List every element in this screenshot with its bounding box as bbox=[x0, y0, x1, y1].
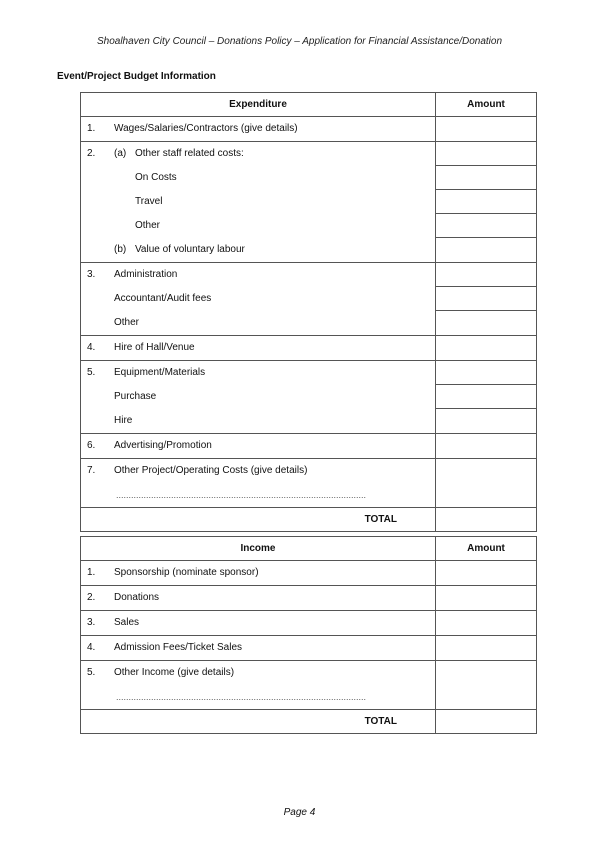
row-number: 6. bbox=[87, 440, 96, 451]
amount-column-header: Amount bbox=[436, 537, 537, 561]
row-number: 2. bbox=[87, 592, 96, 603]
row-label: Sponsorship (nominate sponsor) bbox=[114, 567, 259, 578]
income-row-1 bbox=[81, 561, 537, 586]
sub-label-b: (b) bbox=[114, 244, 127, 255]
amount-field-other-costs[interactable] bbox=[436, 459, 536, 506]
amount-field-on-costs[interactable] bbox=[436, 166, 536, 190]
row-label: Sales bbox=[114, 617, 140, 628]
amount-field-wages[interactable] bbox=[436, 117, 536, 140]
row-number: 1. bbox=[87, 567, 96, 578]
sub-label-a: (a) bbox=[114, 148, 127, 159]
amount-field-admission-fees[interactable] bbox=[436, 636, 536, 659]
income-header-row bbox=[81, 537, 537, 561]
row-number: 7. bbox=[87, 465, 96, 476]
amount-field-travel[interactable] bbox=[436, 190, 536, 214]
row-label: Other bbox=[114, 317, 140, 328]
row-label: Administration bbox=[114, 269, 178, 280]
amount-field-donations[interactable] bbox=[436, 586, 536, 609]
expenditure-row-5 bbox=[81, 361, 537, 434]
expenditure-row-2 bbox=[81, 142, 537, 263]
page-number: Page 4 bbox=[283, 807, 316, 818]
income-total-row bbox=[81, 710, 537, 734]
amount-field-sponsorship[interactable] bbox=[436, 561, 536, 584]
amount-field-equipment[interactable] bbox=[436, 361, 536, 385]
amount-field-other-staff[interactable] bbox=[436, 214, 536, 238]
expenditure-row-3 bbox=[81, 263, 537, 336]
row-label: Admission Fees/Ticket Sales bbox=[114, 642, 243, 653]
amount-column-header: Amount bbox=[436, 93, 537, 117]
total-label: TOTAL bbox=[81, 710, 436, 734]
amount-field-income-total[interactable] bbox=[436, 710, 537, 734]
amount-field-sales[interactable] bbox=[436, 611, 536, 634]
row-label: Other staff related costs: bbox=[135, 148, 244, 159]
section-title: Event/Project Budget Information bbox=[57, 71, 216, 82]
row-label: Other Income (give details) bbox=[114, 667, 235, 678]
row-label: Other bbox=[135, 220, 161, 231]
expenditure-column-header: Expenditure bbox=[81, 93, 436, 117]
expenditure-row-7 bbox=[81, 459, 537, 508]
expenditure-table bbox=[80, 92, 537, 532]
row-number: 3. bbox=[87, 617, 96, 628]
row-label: On Costs bbox=[135, 172, 177, 183]
row-label: Donations bbox=[114, 592, 160, 603]
income-row-5 bbox=[81, 661, 537, 710]
amount-field-accountant[interactable] bbox=[436, 287, 536, 311]
amount-field-other-income[interactable] bbox=[436, 661, 536, 708]
row-label: Purchase bbox=[114, 391, 157, 402]
amount-field-admin-other[interactable] bbox=[436, 311, 536, 334]
row-label: Accountant/Audit fees bbox=[114, 293, 212, 304]
income-table bbox=[80, 536, 537, 734]
row-number: 2. bbox=[87, 148, 96, 159]
page-header: Shoalhaven City Council – Donations Policy – Application for Financial Assistance/Donation bbox=[96, 36, 503, 47]
row-label: Hire of Hall/Venue bbox=[114, 342, 195, 353]
income-row-4 bbox=[81, 636, 537, 661]
row-number: 4. bbox=[87, 342, 96, 353]
amount-field-administration[interactable] bbox=[436, 263, 536, 287]
details-dotted-line: .................................................................................................... bbox=[116, 490, 367, 500]
expenditure-row-6 bbox=[81, 434, 537, 459]
expenditure-header-row bbox=[81, 93, 537, 117]
income-row-3 bbox=[81, 611, 537, 636]
row-label: Wages/Salaries/Contractors (give details) bbox=[114, 123, 298, 134]
row-number: 3. bbox=[87, 269, 96, 280]
amount-field-hire[interactable] bbox=[436, 409, 536, 432]
amount-field-staff-costs[interactable] bbox=[436, 142, 536, 166]
row-label: Travel bbox=[135, 196, 163, 207]
row-number: 4. bbox=[87, 642, 96, 653]
amount-field-voluntary-labour[interactable] bbox=[436, 238, 536, 261]
expenditure-row-4 bbox=[81, 336, 537, 361]
income-row-2 bbox=[81, 586, 537, 611]
row-label: Equipment/Materials bbox=[114, 367, 206, 378]
row-label: Value of voluntary labour bbox=[135, 244, 245, 255]
amount-field-advertising[interactable] bbox=[436, 434, 536, 457]
row-number: 1. bbox=[87, 123, 96, 134]
amount-field-expenditure-total[interactable] bbox=[436, 508, 537, 532]
amount-field-hire-hall[interactable] bbox=[436, 336, 536, 359]
details-dotted-line: .................................................................................................... bbox=[116, 692, 367, 702]
expenditure-row-1 bbox=[81, 117, 537, 142]
row-number: 5. bbox=[87, 367, 96, 378]
amount-field-purchase[interactable] bbox=[436, 385, 536, 409]
row-label: Hire bbox=[114, 415, 133, 426]
row-number: 5. bbox=[87, 667, 96, 678]
row-label: Other Project/Operating Costs (give details) bbox=[114, 465, 308, 476]
expenditure-total-row bbox=[81, 508, 537, 532]
total-label: TOTAL bbox=[81, 508, 436, 532]
income-column-header: Income bbox=[81, 537, 436, 561]
row-label: Advertising/Promotion bbox=[114, 440, 212, 451]
